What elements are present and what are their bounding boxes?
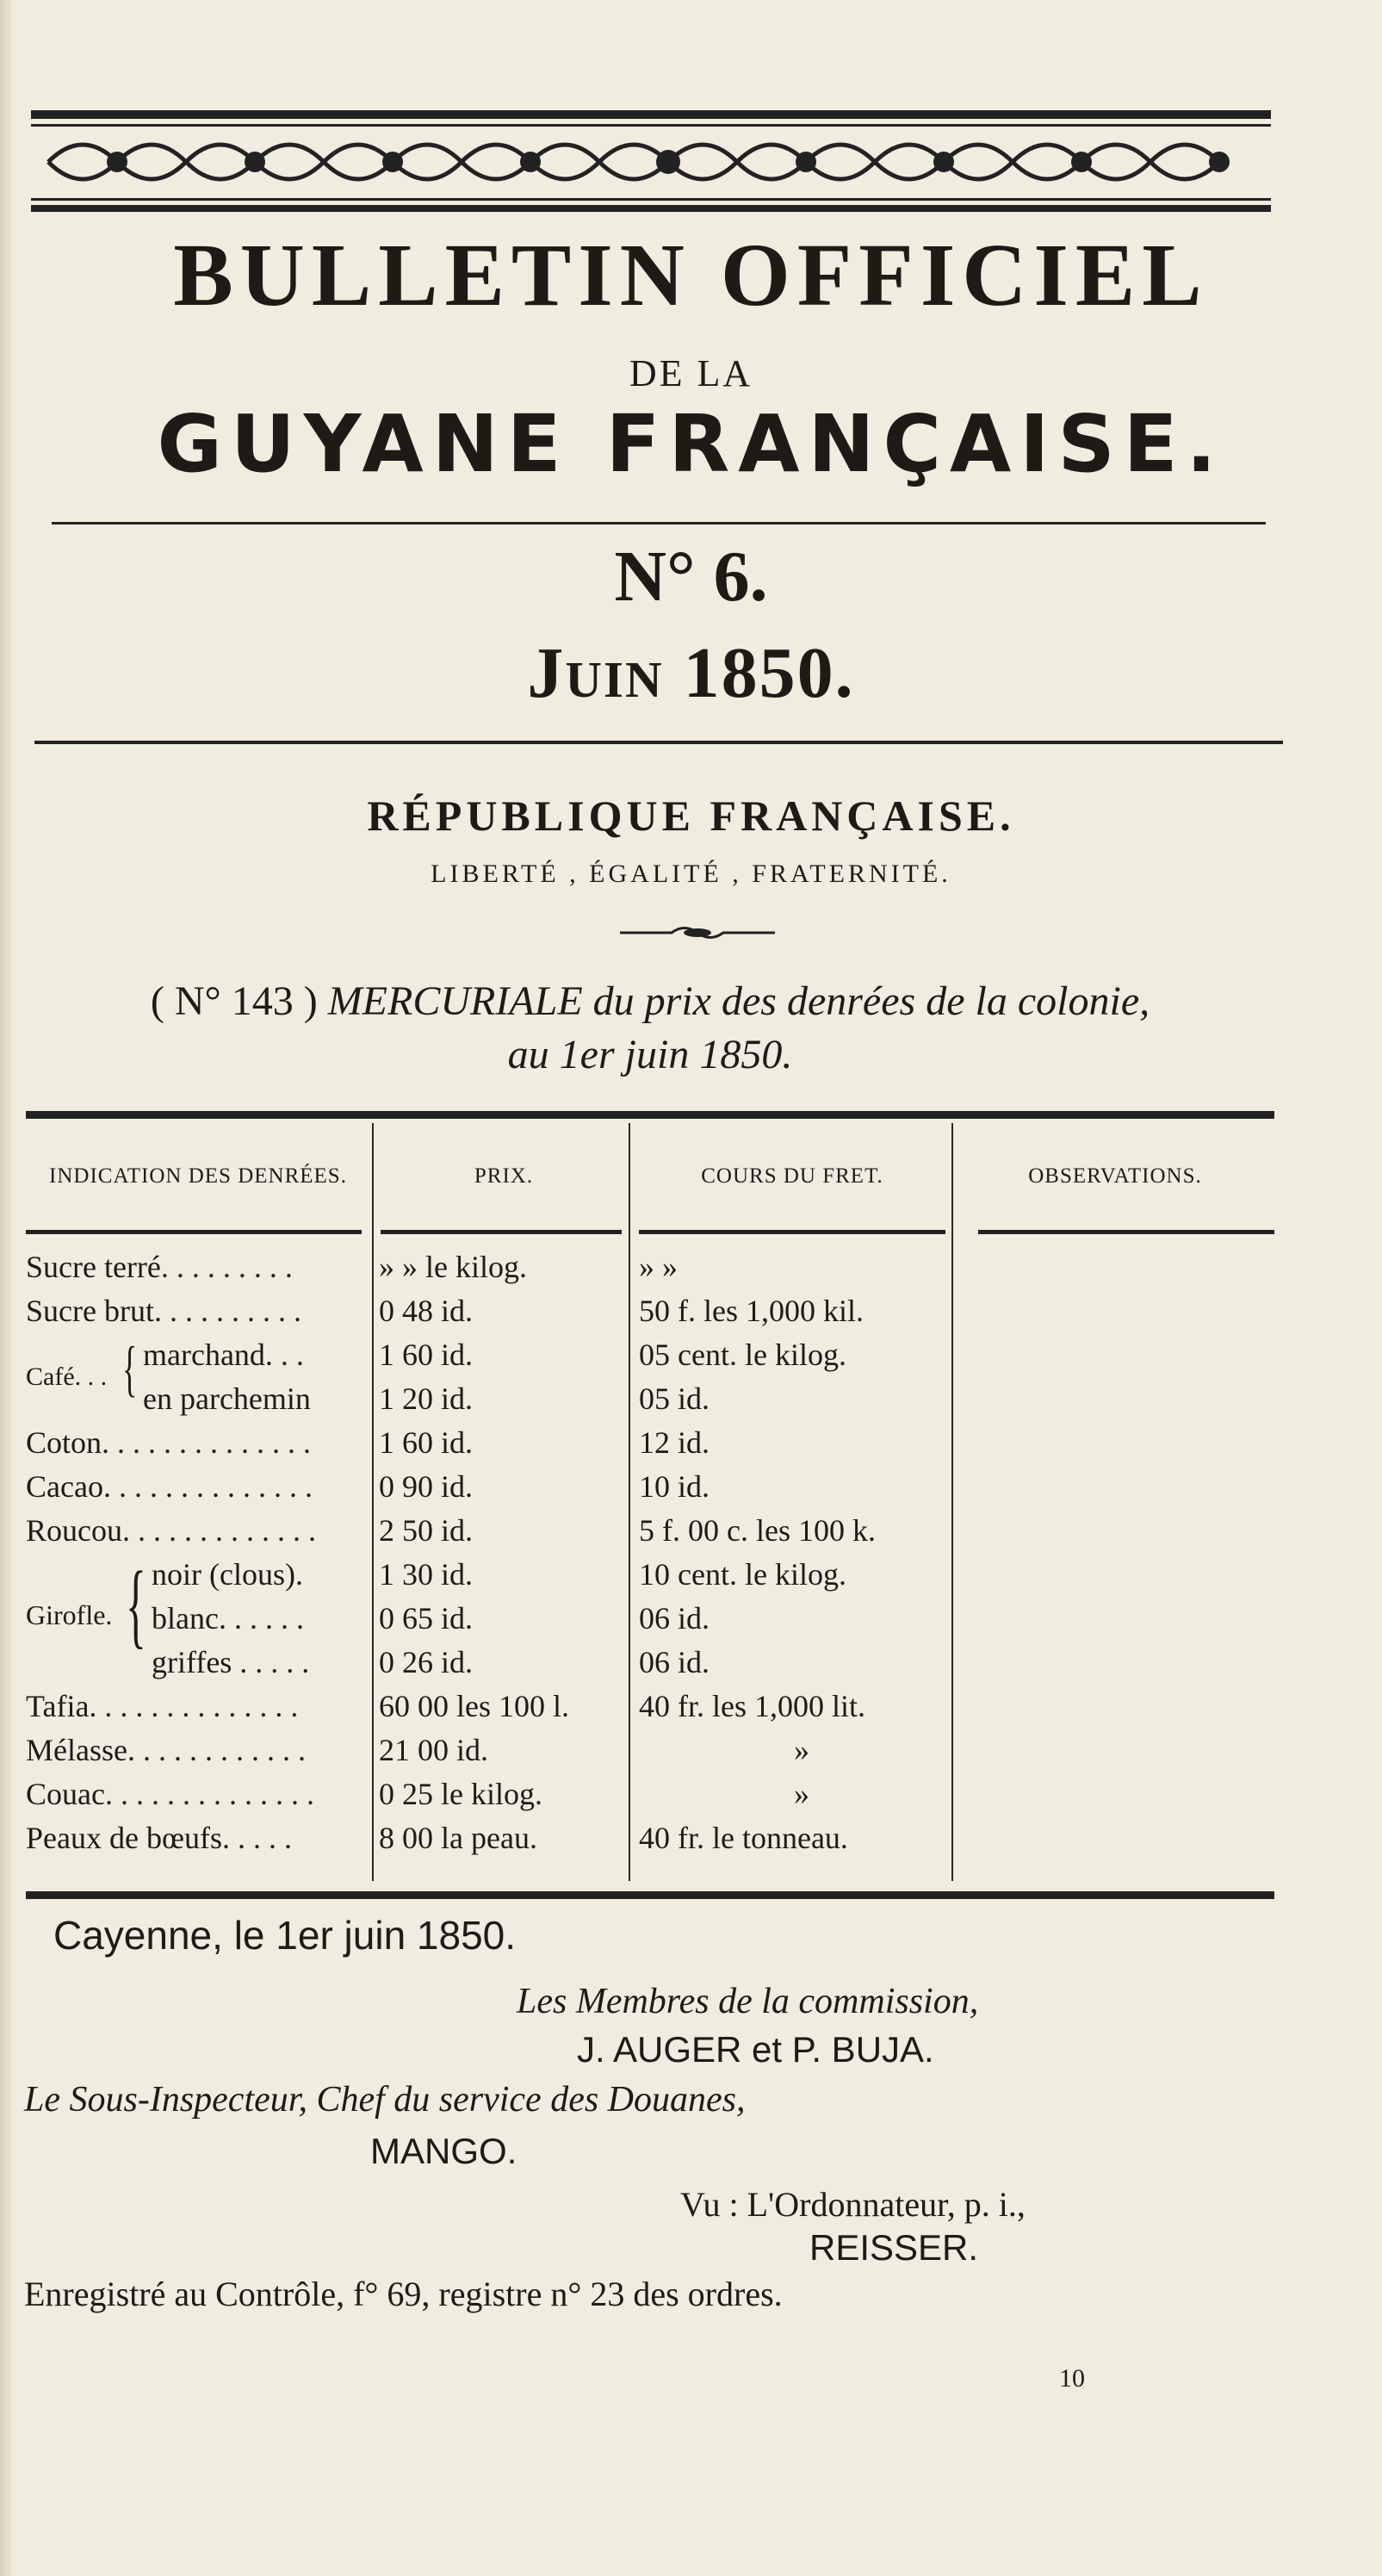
table-row	[26, 1732, 1274, 1780]
issue-date: Juin 1850.	[527, 633, 855, 713]
product-price: 0 48 id.	[379, 1294, 474, 1328]
product-name: Roucou. . . . . . . . . . . . .	[26, 1513, 316, 1548]
article-title: MERCURIALE du prix des denrées de la colonie,	[327, 978, 1150, 1024]
column-header-observations: OBSERVATIONS.	[1028, 1164, 1202, 1188]
commission-names: J. AUGER et P. BUJA.	[577, 2029, 934, 2070]
table-top-rule	[26, 1111, 1274, 1119]
product-freight: »	[794, 1733, 809, 1767]
issue-rule	[34, 741, 1283, 744]
table-row	[26, 1425, 1274, 1473]
product-price: 1 60 id.	[379, 1425, 474, 1460]
table-row	[26, 1381, 1274, 1429]
product-name: Cacao. . . . . . . . . . . . . .	[26, 1469, 313, 1504]
inspector-name: MANGO.	[370, 2131, 517, 2171]
header-underline-4	[978, 1230, 1274, 1234]
article-number: ( N° 143 )	[150, 978, 318, 1024]
product-name: en parchemin	[143, 1381, 311, 1416]
commission-label-text: Les Membres de la commission,	[517, 1982, 979, 2021]
article-date: au 1er juin 1850.	[507, 1032, 793, 1078]
product-freight: 12 id.	[639, 1425, 710, 1460]
group-brace: {	[126, 1552, 146, 1657]
table-row	[26, 1556, 1274, 1605]
product-freight: 5 f. 00 c. les 100 k.	[639, 1513, 876, 1548]
republic-motto: LIBERTÉ , ÉGALITÉ , FRATERNITÉ.	[431, 860, 951, 888]
table-row	[26, 1688, 1274, 1736]
column-header-products: INDICATION DES DENRÉES.	[49, 1164, 347, 1188]
column-header-freight: COURS DU FRET.	[701, 1164, 883, 1188]
product-name: Mélasse. . . . . . . . . . . .	[26, 1733, 306, 1767]
product-price: 0 26 id.	[379, 1645, 474, 1679]
product-freight: 06 id.	[639, 1645, 710, 1679]
table-row	[26, 1468, 1274, 1517]
table-row	[26, 1512, 1274, 1561]
product-name: noir (clous).	[152, 1557, 303, 1592]
product-freight: 05 id.	[639, 1381, 710, 1416]
page-number: 10	[1059, 2364, 1085, 2393]
product-name: Couac. . . . . . . . . . . . . .	[26, 1777, 314, 1811]
product-price: 2 50 id.	[379, 1513, 474, 1548]
territory-title: GUYANE FRANÇAISE.	[157, 398, 1225, 490]
commission-label	[517, 1981, 978, 2022]
product-name: Sucre terré. . . . . . . . .	[26, 1250, 293, 1284]
inspector-label	[24, 2079, 746, 2120]
product-freight: 40 fr. le tonneau.	[639, 1821, 848, 1855]
table-row	[26, 1293, 1274, 1341]
inspector-label-text: Le Sous-Inspecteur, Chef du service des Douanes,	[24, 2080, 746, 2120]
ornament-band	[31, 105, 1271, 217]
product-price: » » le kilog.	[379, 1250, 527, 1284]
ordonnateur-label: Vu : L'Ordonnateur, p. i.,	[680, 2185, 1026, 2224]
product-price: 21 00 id.	[379, 1733, 489, 1767]
table-row	[26, 1820, 1274, 1868]
product-name: marchand. . .	[143, 1338, 304, 1372]
product-name: Tafia. . . . . . . . . . . . . .	[26, 1689, 299, 1723]
table-bottom-rule	[26, 1891, 1274, 1899]
product-name: Peaux de bœufs. . . . .	[26, 1821, 292, 1855]
product-group-label: Café. . .	[26, 1362, 108, 1391]
table-row	[26, 1337, 1274, 1385]
article-heading	[26, 975, 1274, 1083]
bulletin-title: BULLETIN OFFICIEL	[173, 226, 1209, 325]
issue-number: N° 6.	[614, 537, 768, 617]
product-freight: »	[794, 1777, 809, 1811]
table-row	[26, 1600, 1274, 1648]
header-underline-1	[26, 1230, 362, 1234]
registration-note: Enregistré au Contrôle, f° 69, registre n° 23 des ordres.	[24, 2275, 783, 2313]
product-price: 0 25 le kilog.	[379, 1777, 542, 1811]
product-price: 0 65 id.	[379, 1601, 474, 1636]
product-price: 60 00 les 100 l.	[379, 1689, 569, 1723]
republic-heading: RÉPUBLIQUE FRANÇAISE.	[367, 791, 1015, 840]
price-table	[26, 1111, 1274, 1886]
group-brace: {	[122, 1334, 138, 1403]
product-freight: » »	[639, 1250, 678, 1284]
table-row	[26, 1644, 1274, 1692]
flourish-ornament	[620, 920, 775, 946]
product-price: 8 00 la peau.	[379, 1821, 537, 1855]
product-price: 1 20 id.	[379, 1381, 474, 1416]
product-name: blanc. . . . . .	[152, 1601, 304, 1636]
product-name: griffes . . . . .	[152, 1645, 310, 1679]
product-price: 0 90 id.	[379, 1469, 474, 1504]
table-row	[26, 1249, 1274, 1297]
column-header-price: PRIX.	[474, 1164, 534, 1188]
product-price: 1 60 id.	[379, 1338, 474, 1372]
header-rule	[52, 522, 1266, 525]
product-freight: 10 id.	[639, 1469, 710, 1504]
product-name: Coton. . . . . . . . . . . . . .	[26, 1425, 312, 1460]
table-row	[26, 1776, 1274, 1824]
title-de-la: DE LA	[629, 352, 753, 394]
header-underline-3	[639, 1230, 945, 1234]
ordonnateur-name: REISSER.	[809, 2227, 979, 2268]
place-date: Cayenne, le 1er juin 1850.	[53, 1913, 517, 1958]
product-freight: 10 cent. le kilog.	[639, 1557, 846, 1592]
product-group-label: Girofle.	[26, 1599, 113, 1630]
product-name: Sucre brut. . . . . . . . . .	[26, 1294, 301, 1328]
product-freight: 40 fr. les 1,000 lit.	[639, 1689, 865, 1723]
product-freight: 05 cent. le kilog.	[639, 1338, 846, 1372]
product-price: 1 30 id.	[379, 1557, 474, 1592]
product-freight: 06 id.	[639, 1601, 710, 1636]
product-freight: 50 f. les 1,000 kil.	[639, 1294, 864, 1328]
header-underline-2	[381, 1230, 622, 1234]
